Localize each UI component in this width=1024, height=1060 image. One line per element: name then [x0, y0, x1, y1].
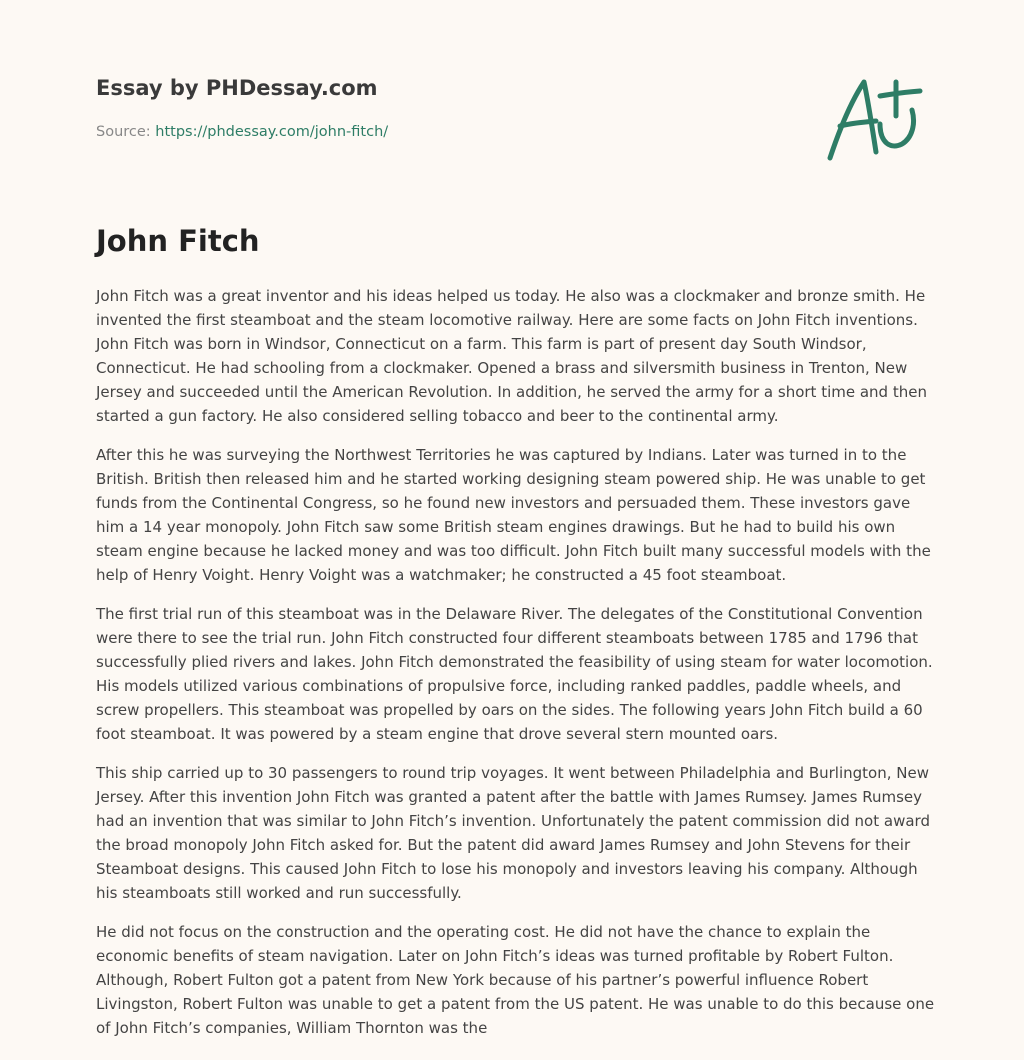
- article-title: John Fitch: [96, 224, 260, 258]
- article-paragraph: He did not focus on the construction and the operating cost. He did not have the chance to explain the economic benefits of steam navigation. Later on John Fitch’s ideas was turned profitable by Robert Fulton. Although, Robert Fulton got a patent from New York because of his partner’s powerful influence Robert Livingston, Robert Fulton was unable to get a patent from the US patent. He was unable to do this because one of John Fitch’s companies, William Thornton was the: [96, 923, 935, 1037]
- source-line: [96, 124, 388, 140]
- source-link[interactable]: https://phdessay.com/john-fitch/: [155, 124, 389, 140]
- a-plus-grade-logo-icon: [818, 66, 930, 166]
- article-paragraph: John Fitch was a great inventor and his ideas helped us today. He also was a clockmaker and bronze smith. He invented the first steamboat and the steam locomotive railway. Here are some facts on John Fitch inventions. John Fitch was born in Windsor, Connecticut on a farm. This farm is part of present day South Windsor, Connecticut. He had schooling from a clockmaker. Opened a brass and silversmith business in Trenton, New Jersey and succeeded until the American Revolution. In addition, he served the army for a short time and then started a gun factory. He also considered selling tobacco and beer to the continental army.: [96, 287, 927, 425]
- article-body: [96, 284, 936, 1055]
- source-label: Source:: [96, 124, 151, 140]
- article-paragraph: The first trial run of this steamboat was in the Delaware River. The delegates of the Constitutional Convention were there to see the trial run. John Fitch constructed four different steamboats between 1785 and 1796 that successfully plied rivers and lakes. John Fitch demonstrated the feasibility of using steam for water locomotion. His models utilized various combinations of propulsive force, including ranked paddles, paddle wheels, and screw propellers. This steamboat was propelled by oars on the sides. The following years John Fitch build a 60 foot steamboat. It was powered by a steam engine that drove several stern mounted oars.: [96, 605, 933, 743]
- site-brand: Essay by PHDessay.com: [96, 76, 378, 100]
- article-paragraph: This ship carried up to 30 passengers to round trip voyages. It went between Philadelphia and Burlington, New Jersey. After this invention John Fitch was granted a patent after the battle with James Rumsey. James Rumsey had an invention that was similar to John Fitch’s invention. Unfortunately the patent commission did not award the broad monopoly John Fitch asked for. But the patent did award James Rumsey and John Stevens for their Steamboat designs. This caused John Fitch to lose his monopoly and investors leaving his company. Although his steamboats still worked and run successfully.: [96, 764, 930, 902]
- article-paragraph: After this he was surveying the Northwest Territories he was captured by Indians. Later was turned in to the British. British then released him and he started working designing steam powered ship. He was unable to get funds from the Continental Congress, so he found new investors and persuaded them. These investors gave him a 14 year monopoly. John Fitch saw some British steam engines drawings. But he had to build his own steam engine because he lacked money and was too difficult. John Fitch built many successful models with the help of Henry Voight. Henry Voight was a watchmaker; he constructed a 45 foot steamboat.: [96, 446, 931, 584]
